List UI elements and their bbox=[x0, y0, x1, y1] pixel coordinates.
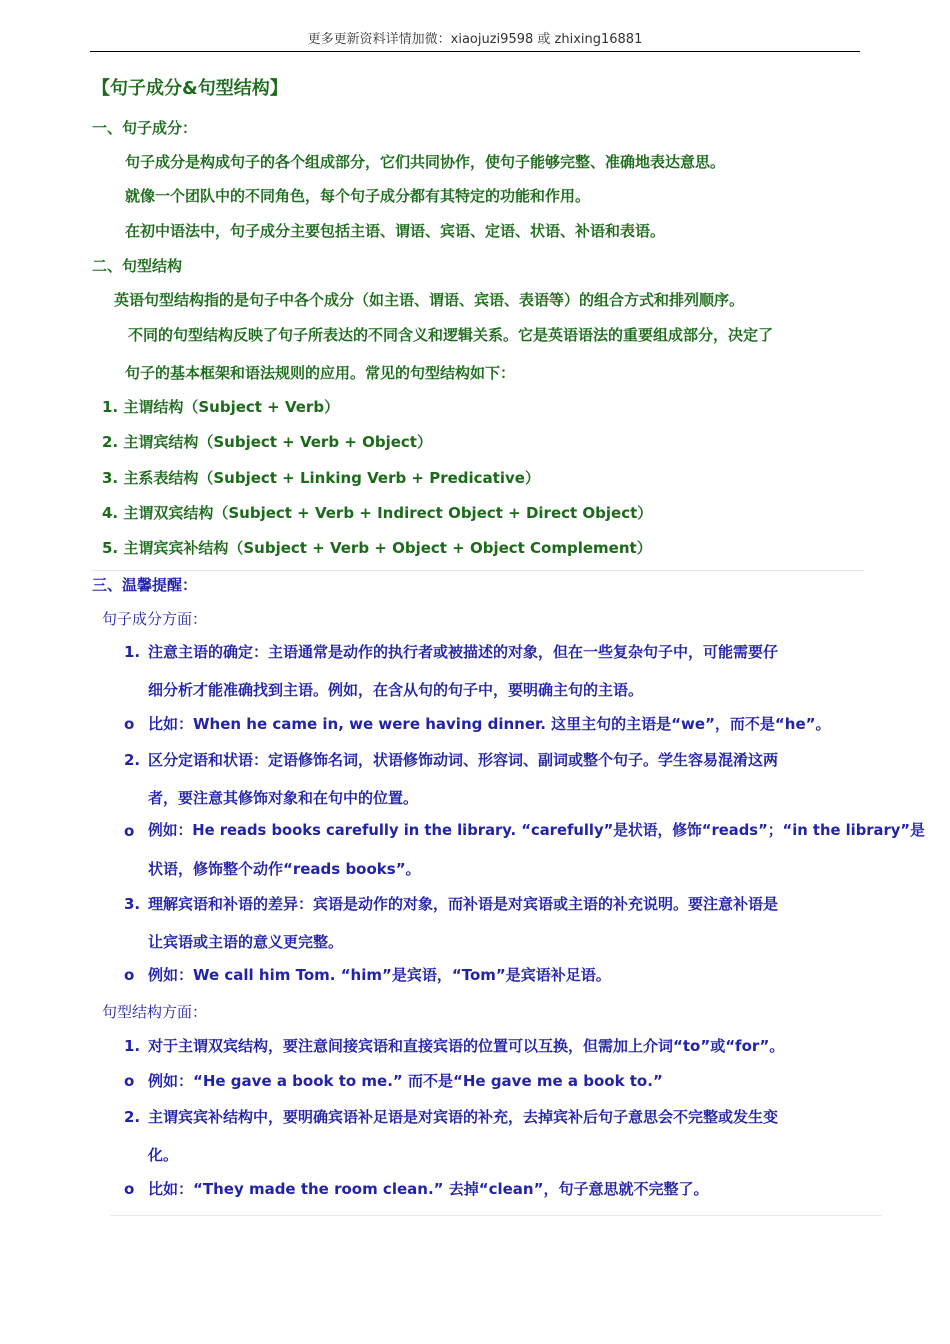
bullet-marker: o bbox=[124, 822, 135, 840]
list-marker: 2. bbox=[124, 1108, 141, 1126]
tip-text: 让宾语或主语的意义更完整。 bbox=[148, 933, 344, 951]
document-title: 【句子成分&句型结构】 bbox=[92, 78, 288, 99]
tip-text: 者，要注意其修饰对象和在句中的位置。 bbox=[148, 789, 419, 807]
page-header: 更多更新资料详情加微：xiaojuzi9598 或 zhixing16881 bbox=[307, 32, 643, 47]
structure-item: 3. 主系表结构（Subject + Linking Verb + Predicative） bbox=[102, 469, 540, 487]
bullet-marker: o bbox=[124, 1180, 135, 1198]
section3-subheading: 句型结构方面： bbox=[102, 1003, 208, 1021]
bullet-marker: o bbox=[124, 966, 135, 984]
section1-heading: 一、句子成分： bbox=[92, 119, 198, 137]
section1-paragraph: 就像一个团队中的不同角色，每个句子成分都有其特定的功能和作用。 bbox=[125, 187, 591, 205]
structure-item: 2. 主谓宾结构（Subject + Verb + Object） bbox=[102, 433, 432, 451]
tip-text: 主谓宾宾补结构中，要明确宾语补足语是对宾语的补充，去掉宾补后句子意思会不完整或发生变 bbox=[148, 1108, 779, 1126]
tip-text: 对于主谓双宾结构，要注意间接宾语和直接宾语的位置可以互换，但需加上介词“to”或“for”。 bbox=[148, 1037, 785, 1055]
section1-paragraph: 在初中语法中，句子成分主要包括主语、谓语、宾语、定语、状语、补语和表语。 bbox=[125, 222, 666, 240]
structure-item: 5. 主谓宾宾补结构（Subject + Verb + Object + Object Complement） bbox=[102, 539, 652, 557]
section2-intro: 句子的基本框架和语法规则的应用。常见的句型结构如下： bbox=[125, 364, 516, 382]
example-text: 例如：He reads books carefully in the library. “carefully”是状语，修饰“reads”；“in the library”是 bbox=[148, 822, 925, 839]
example-text: 比如：“They made the room clean.” 去掉“clean”，句子意思就不完整了。 bbox=[148, 1180, 709, 1198]
tip-text: 注意主语的确定：主语通常是动作的执行者或被描述的对象，但在一些复杂句子中，可能需要仔 bbox=[148, 643, 779, 661]
list-marker: 1. bbox=[124, 643, 141, 661]
bullet-marker: o bbox=[124, 1072, 135, 1090]
example-text: 例如：We call him Tom. “him”是宾语，“Tom”是宾语补足语。 bbox=[148, 966, 611, 984]
section2-intro: 英语句型结构指的是句子中各个成分（如主语、谓语、宾语、表语等）的组合方式和排列顺序。 bbox=[114, 291, 745, 309]
list-marker: 3. bbox=[124, 895, 141, 913]
tip-text: 细分析才能准确找到主语。例如，在含从句的句子中，要明确主句的主语。 bbox=[148, 681, 644, 699]
structure-item: 1. 主谓结构（Subject + Verb） bbox=[102, 398, 340, 416]
tip-text: 区分定语和状语：定语修饰名词，状语修饰动词、形容词、副词或整个句子。学生容易混淆这两 bbox=[148, 751, 779, 769]
structure-item: 4. 主谓双宾结构（Subject + Verb + Indirect Object + Direct Object） bbox=[102, 504, 653, 522]
section2-intro: 不同的句型结构反映了句子所表达的不同含义和逻辑关系。它是英语语法的重要组成部分，决定了 bbox=[128, 326, 774, 344]
example-text: 例如：“He gave a book to me.” 而不是“He gave me a book to.” bbox=[148, 1072, 663, 1090]
header-rule bbox=[90, 51, 860, 52]
section1-paragraph: 句子成分是构成句子的各个组成部分，它们共同协作，使句子能够完整、准确地表达意思。 bbox=[125, 153, 726, 171]
bullet-marker: o bbox=[124, 715, 135, 733]
example-text: 比如：When he came in, we were having dinner. 这里主句的主语是“we”，而不是“he”。 bbox=[148, 715, 831, 733]
section3-subheading: 句子成分方面： bbox=[102, 610, 208, 628]
section-divider bbox=[92, 570, 864, 571]
section2-heading: 二、句型结构 bbox=[92, 257, 183, 275]
section3-heading: 三、温馨提醒： bbox=[92, 576, 198, 594]
tip-text: 理解宾语和补语的差异：宾语是动作的对象，而补语是对宾语或主语的补充说明。要注意补语是 bbox=[148, 895, 779, 913]
section-divider bbox=[110, 1215, 882, 1216]
list-marker: 2. bbox=[124, 751, 141, 769]
list-marker: 1. bbox=[124, 1037, 141, 1055]
example-text: 状语，修饰整个动作“reads books”。 bbox=[148, 860, 421, 878]
tip-text: 化。 bbox=[148, 1146, 179, 1164]
